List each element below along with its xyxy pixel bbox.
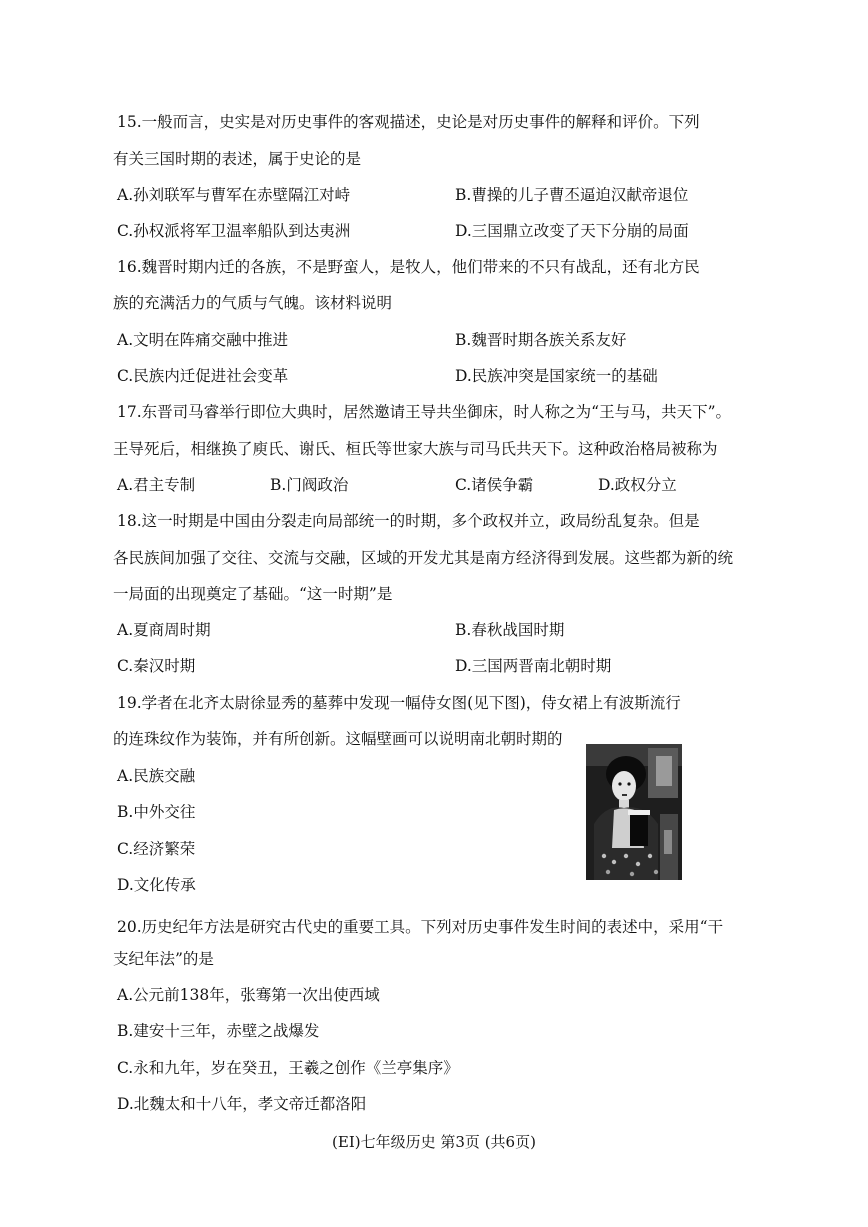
q20-stem-line-1: 20.历史纪年方法是研究古代史的重要工具。下列对历史事件发生时间的表述中，采用“干 [117, 918, 724, 936]
q19-stem-line-2: 的连珠纹作为装饰，并有所创新。这幅壁画可以说明南北朝时期的 [113, 730, 563, 748]
q16-option-b: B.魏晋时期各族关系友好 [455, 331, 627, 349]
q18-option-b: B.春秋战国时期 [455, 621, 565, 639]
q18-option-c: C.秦汉时期 [117, 657, 196, 675]
q17-option-a: A.君主专制 [117, 476, 196, 494]
q15-option-c: C.孙权派将军卫温率船队到达夷洲 [117, 222, 351, 240]
q17-option-d: D.政权分立 [598, 476, 677, 494]
maid-mural-illustration [586, 744, 682, 880]
q18-stem-line-2: 各民族间加强了交往、交流与交融，区域的开发尤其是南方经济得到发展。这些都为新的统 [113, 549, 734, 567]
q19-stem-line-1: 19.学者在北齐太尉徐显秀的墓葬中发现一幅侍女图(见下图)，侍女裙上有波斯流行 [117, 694, 681, 712]
q19-option-c: C.经济繁荣 [117, 840, 196, 858]
q16-option-d: D.民族冲突是国家统一的基础 [455, 367, 658, 385]
q18-option-a: A.夏商周时期 [117, 621, 211, 639]
q15-stem-line-2: 有关三国时期的表述，属于史论的是 [113, 150, 362, 168]
q19-option-b: B.中外交往 [117, 803, 196, 821]
q20-stem-line-2: 支纪年法”的是 [113, 950, 214, 968]
q20-option-c: C.永和九年，岁在癸丑，王羲之创作《兰亭集序》 [117, 1059, 459, 1077]
q16-option-a: A.文明在阵痛交融中推进 [117, 331, 289, 349]
q17-stem-line-1: 17.东晋司马睿举行即位大典时，居然邀请王导共坐御床，时人称之为“王与马，共天下”。 [117, 403, 732, 421]
q18-option-d: D.三国两晋南北朝时期 [455, 657, 612, 675]
q20-option-d: D.北魏太和十八年，孝文帝迁都洛阳 [117, 1095, 367, 1113]
mural-figure-image [586, 744, 682, 880]
q17-option-c: C.诸侯争霸 [455, 476, 534, 494]
q15-option-d: D.三国鼎立改变了天下分崩的局面 [455, 222, 689, 240]
page-footer: (EI)七年级历史 第3页 (共6页) [332, 1133, 536, 1151]
q18-stem-line-3: 一局面的出现奠定了基础。“这一时期”是 [113, 585, 393, 603]
q17-stem-line-2: 王导死后，相继换了庾氏、谢氏、桓氏等世家大族与司马氏共天下。这种政治格局被称为 [113, 440, 718, 458]
q18-stem-line-1: 18.这一时期是中国由分裂走向局部统一的时期，多个政权并立，政局纷乱复杂。但是 [117, 512, 700, 530]
q19-option-a: A.民族交融 [117, 767, 196, 785]
q19-option-d: D.文化传承 [117, 876, 196, 894]
q16-option-c: C.民族内迁促进社会变革 [117, 367, 289, 385]
q20-option-a: A.公元前138年，张骞第一次出使西域 [117, 986, 380, 1004]
q15-option-b: B.曹操的儿子曹丕逼迫汉献帝退位 [455, 186, 689, 204]
q16-stem-line-1: 16.魏晋时期内迁的各族，不是野蛮人，是牧人，他们带来的不只有战乱，还有北方民 [117, 258, 700, 276]
q17-option-b: B.门阀政治 [270, 476, 349, 494]
q20-option-b: B.建安十三年，赤壁之战爆发 [117, 1022, 320, 1040]
q15-stem-line-1: 15.一般而言，史实是对历史事件的客观描述，史论是对历史事件的解释和评价。下列 [117, 113, 700, 131]
q16-stem-line-2: 族的充满活力的气质与气魄。该材料说明 [113, 294, 393, 312]
q15-option-a: A.孙刘联军与曹军在赤壁隔江对峙 [117, 186, 351, 204]
